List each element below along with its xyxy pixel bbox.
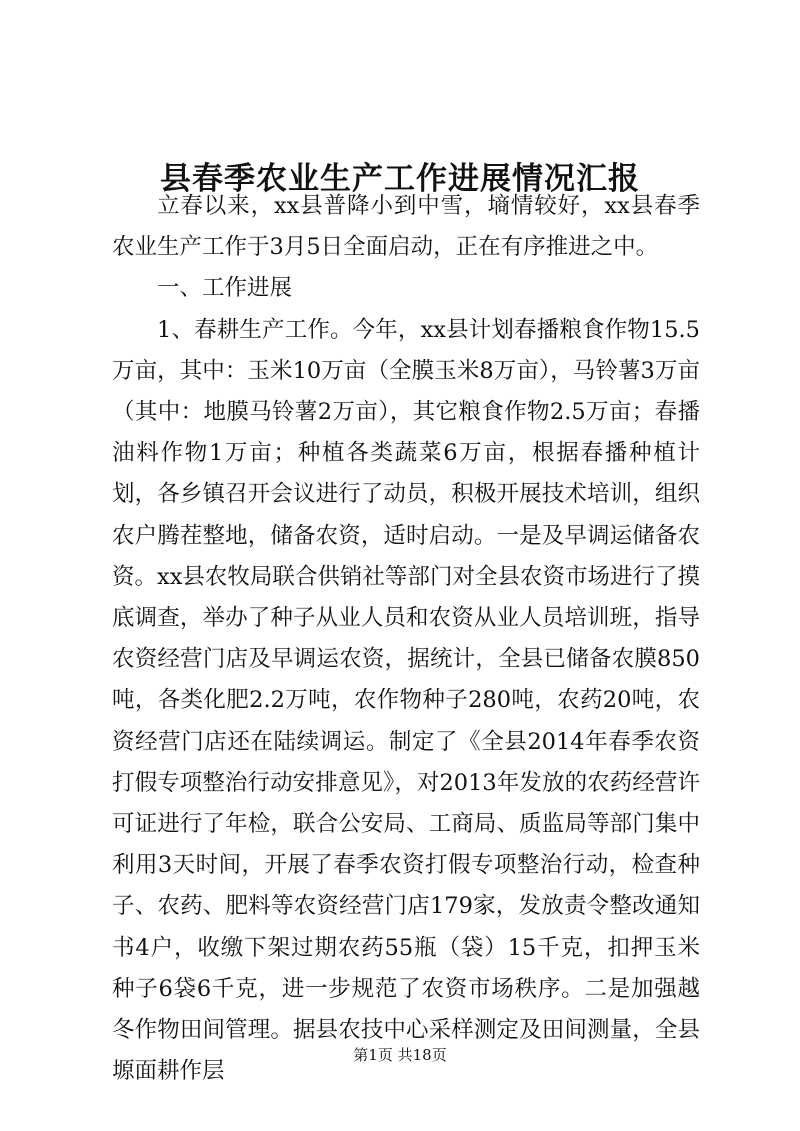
document-title: 县春季农业生产工作进展情况汇报 — [160, 160, 640, 197]
body-paragraph: 1、春耕生产工作。今年，xx县计划春播粮食作物15.5万亩，其中：玉米10万亩（全膜玉米8万亩），马铃薯3万亩（其中：地膜马铃薯2万亩），其它粮食作物2.5万亩；春播油料作物1万亩；种植各类蔬菜6万亩，根据春播种植计划，各乡镇召开会议进行了动员，积极开展技术培训，组织农户腾茬整地，储备农资，适时启动。一是及早调运储备农资。xx县农牧局联合供销社等部门对全县农资市场进行了摸底调查，举办了种子从业人员和农资从业人员培训班，指导农资经营门店及早调运农资，据统计，全县已储备农膜850吨，各类化肥2.2万吨，农作物种子280吨，农药20吨，农资经营门店还在陆续调运。制定了《全县2014年春季农资打假专项整治行动安排意见》，对2013年发放的农药经营许可证进行了年检，联合公安局、工商局、质监局等部门集中利用3天时间，开展了春季农资打假专项整治行动，检查种子、农药、肥料等农资经营门店179家，发放责令整改通知书4户，收缴下架过期农药55瓶（袋）15千克，扣押玉米种子6袋6千克，进一步规范了农资市场秩序。二是加强越冬作物田间管理。据县农技中心采样测定及田间测量，全县塬面耕作层 — [112, 316, 700, 1085]
page-footer: 第1页 共18页 — [353, 1046, 447, 1064]
document-body — [112, 186, 700, 1092]
section-heading: 一、工作进展 — [157, 275, 293, 302]
intro-paragraph: 立春以来，xx县普降小到中雪，墒情较好，xx县春季农业生产工作于3月5日全面启动，正在有序推进之中。 — [112, 193, 700, 261]
